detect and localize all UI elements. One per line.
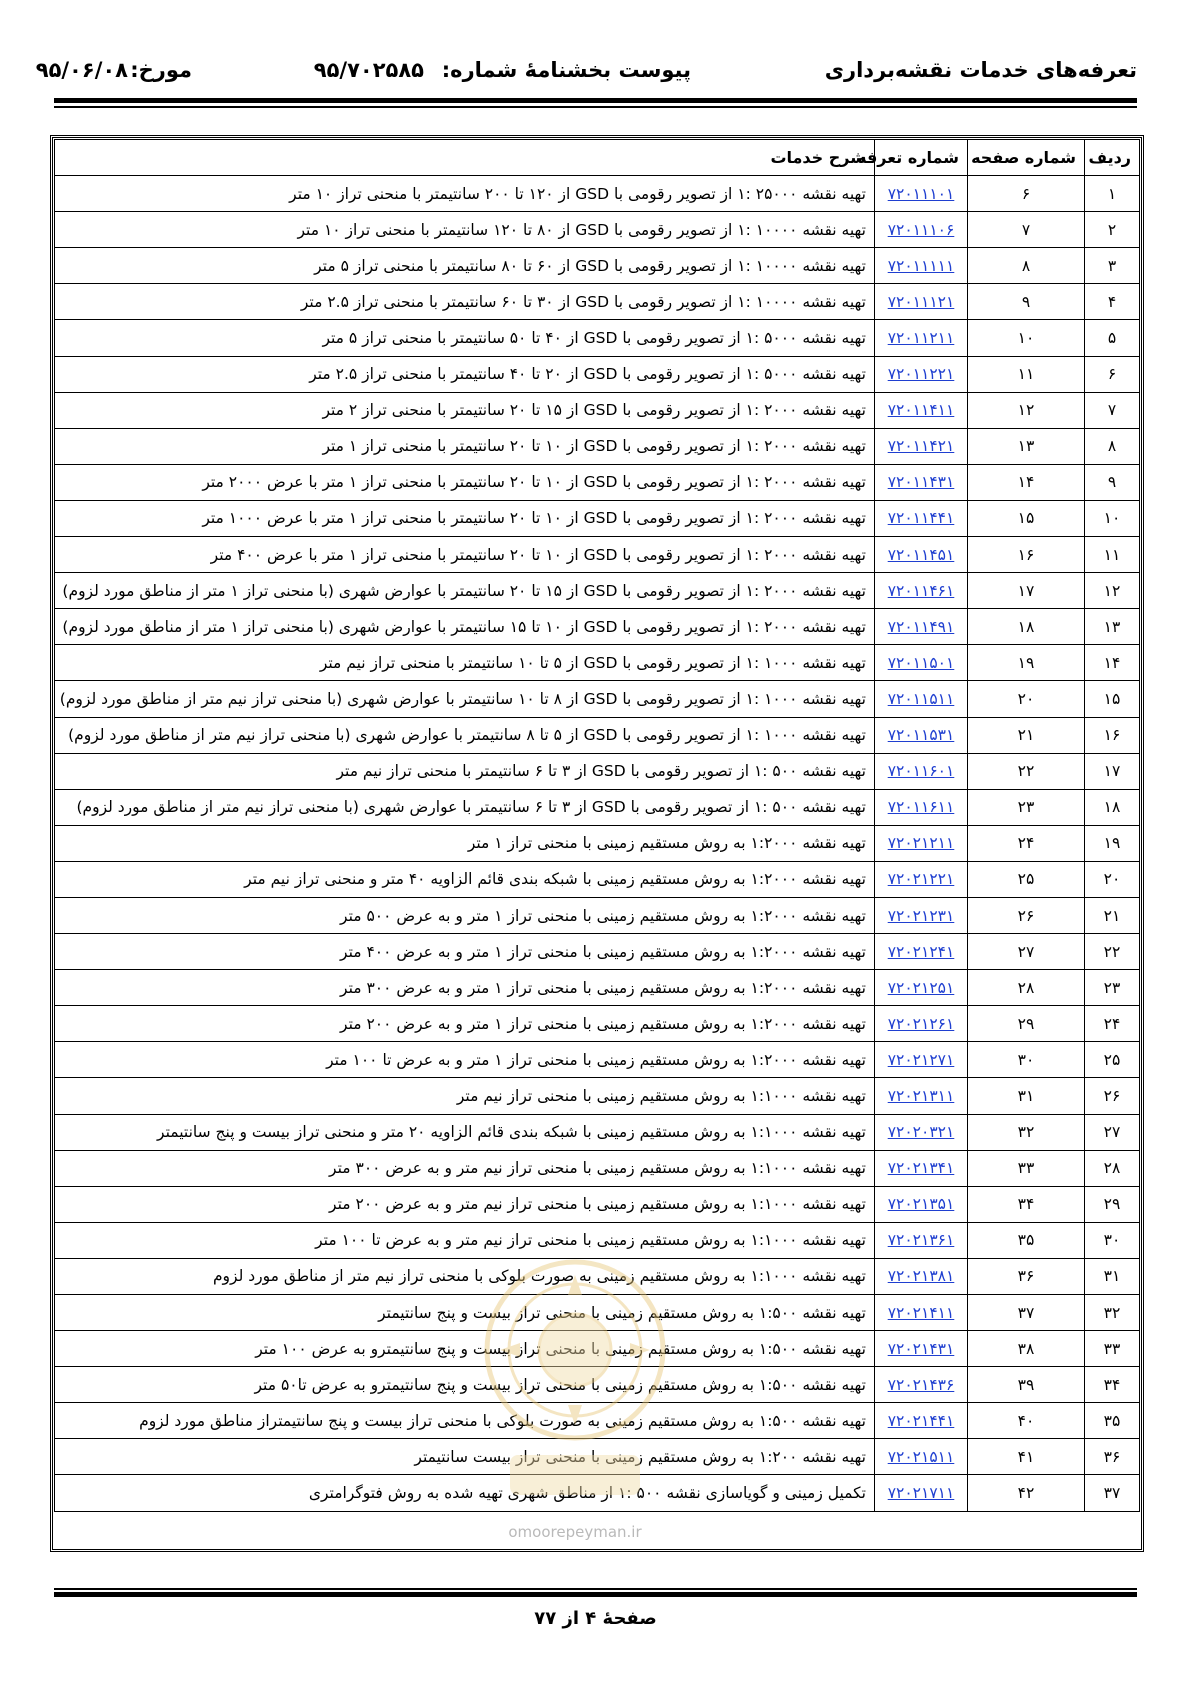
tariff-code-cell — [875, 934, 968, 970]
tariff-code-cell — [875, 1222, 968, 1258]
page-number-cell: ۳۲ — [968, 1114, 1085, 1150]
page-number-cell: ۲۱ — [968, 717, 1085, 753]
table-row — [55, 970, 1140, 1006]
row-number-cell: ۳۱ — [1085, 1258, 1140, 1294]
document-title: تعرفه‌های خدمات نقشه‌برداری — [824, 58, 1137, 82]
row-number-cell: ۲۱ — [1085, 897, 1140, 933]
tariff-code-link[interactable]: ۷۲۰۱۱۴۵۱ — [887, 545, 955, 564]
table-row — [55, 1186, 1140, 1222]
header-rule-thick — [54, 98, 1137, 103]
description-cell: تهیه نقشه ۱:۱۰۰۰ به روش مستقیم زمینی به صورت بلوکی با منحنی تراز نیم متر از مناطق مورد لزوم — [55, 1258, 875, 1294]
tariff-code-cell — [875, 1258, 968, 1294]
tariff-code-cell — [875, 537, 968, 573]
page-number-cell: ۳۰ — [968, 1042, 1085, 1078]
tariff-code-link[interactable]: ۷۲۰۲۱۲۱۱ — [887, 834, 955, 853]
description-cell: تهیه نقشه ۱:۲۰۰۰ به روش مستقیم زمینی با شبکه بندی قائم الزاویه ۴۰ متر و منحنی تراز نیم متر — [55, 861, 875, 897]
row-number-cell: ۳۶ — [1085, 1439, 1140, 1475]
column-header-description: شرح خدمات — [55, 140, 875, 176]
tariff-code-link[interactable]: ۷۲۰۲۱۴۳۱ — [887, 1339, 955, 1358]
row-number-cell: ۳۵ — [1085, 1403, 1140, 1439]
tariff-code-cell — [875, 573, 968, 609]
description-cell: تهیه نقشه ۱:۱۰۰۰ به روش مستقیم زمینی با شبکه بندی قائم الزاویه ۲۰ متر و منحنی تراز بیست و پنج سانتیمتر — [55, 1114, 875, 1150]
description-cell: تهیه نقشه ۵۰۰۰ :۱ از تصویر رقومی با GSD از ۲۰ تا ۴۰ سانتیمتر با منحنی تراز ۲.۵ متر — [55, 356, 875, 392]
table-row — [55, 934, 1140, 970]
table-row — [55, 1295, 1140, 1331]
description-cell: تهیه نقشه ۱:۱۰۰۰ به روش مستقیم زمینی با منحنی تراز نیم متر — [55, 1078, 875, 1114]
page-number-cell: ۴۰ — [968, 1403, 1085, 1439]
row-number-cell: ۱۰ — [1085, 500, 1140, 536]
column-header-tariff-code: شماره تعرفه — [875, 140, 968, 176]
tariff-code-cell — [875, 1367, 968, 1403]
tariff-code-link[interactable]: ۷۲۰۱۱۴۴۱ — [887, 509, 955, 528]
tariff-code-link[interactable]: ۷۲۰۱۱۱۰۶ — [887, 220, 955, 239]
description-cell: تهیه نقشه ۱:۵۰۰ به روش مستقیم زمینی با منحنی تراز بیست و پنج سانتیمتر — [55, 1295, 875, 1331]
tariff-code-cell — [875, 1078, 968, 1114]
table-row — [55, 284, 1140, 320]
description-cell: تهیه نقشه ۲۰۰۰ :۱ از تصویر رقومی با GSD از ۱۰ تا ۲۰ سانتیمتر با منحنی تراز ۱ متر — [55, 428, 875, 464]
row-number-cell: ۲۴ — [1085, 1006, 1140, 1042]
tariff-code-link[interactable]: ۷۲۰۲۱۳۴۱ — [887, 1159, 955, 1178]
column-header-row-number: ردیف — [1085, 140, 1140, 176]
header-rule-thin — [54, 106, 1137, 108]
description-cell: تهیه نقشه ۵۰۰ :۱ از تصویر رقومی با GSD از ۳ تا ۶ سانتیمتر با عوارض شهری (با منحنی تراز نیم متر از مناطق مورد لزوم) — [55, 789, 875, 825]
page-number-cell: ۱۷ — [968, 573, 1085, 609]
description-cell: تهیه نقشه ۲۵۰۰۰ :۱ از تصویر رقومی با GSD از ۱۲۰ تا ۲۰۰ سانتیمتر با منحنی تراز ۱۰ متر — [55, 176, 875, 212]
tariff-code-link[interactable]: ۷۲۰۱۱۱۲۱ — [887, 292, 955, 311]
tariff-code-link[interactable]: ۷۲۰۲۱۴۴۱ — [887, 1411, 955, 1430]
row-number-cell: ۱۳ — [1085, 609, 1140, 645]
row-number-cell: ۱۴ — [1085, 645, 1140, 681]
row-number-cell: ۳ — [1085, 248, 1140, 284]
page-number-cell: ۳۴ — [968, 1186, 1085, 1222]
page-number-cell: ۱۵ — [968, 500, 1085, 536]
description-cell: تهیه نقشه ۲۰۰۰ :۱ از تصویر رقومی با GSD از ۱۰ تا ۲۰ سانتیمتر با منحنی تراز ۱ متر با عرض ۱۰۰۰ متر — [55, 500, 875, 536]
tariff-code-cell — [875, 320, 968, 356]
tariff-code-cell — [875, 861, 968, 897]
tariff-code-link[interactable]: ۷۲۰۲۱۲۴۱ — [887, 942, 955, 961]
page-number-cell: ۴۱ — [968, 1439, 1085, 1475]
tariff-code-cell — [875, 1042, 968, 1078]
description-cell: تهیه نقشه ۲۰۰۰ :۱ از تصویر رقومی با GSD از ۱۰ تا ۲۰ سانتیمتر با منحنی تراز ۱ متر با عرض ۴۰۰ متر — [55, 537, 875, 573]
tariff-code-link[interactable]: ۷۲۰۱۱۴۲۱ — [887, 437, 955, 456]
tariff-code-link[interactable]: ۷۲۰۲۱۳۶۱ — [887, 1231, 955, 1250]
description-cell: تکمیل زمینی و گویاسازی نقشه ۵۰۰ :۱ از مناطق شهری تهیه شده به روش فتوگرامتری — [55, 1475, 875, 1511]
table-row — [55, 753, 1140, 789]
tariff-code-cell — [875, 681, 968, 717]
page-number-cell: ۲۵ — [968, 861, 1085, 897]
tariff-code-link[interactable]: ۷۲۰۲۱۲۲۱ — [887, 870, 955, 889]
table-row — [55, 1222, 1140, 1258]
page-number-cell: ۶ — [968, 176, 1085, 212]
tariff-code-cell — [875, 284, 968, 320]
tariff-code-link[interactable]: ۷۲۰۲۰۳۲۱ — [887, 1123, 955, 1142]
row-number-cell: ۱۲ — [1085, 573, 1140, 609]
page-number: صفحهٔ ۴ از ۷۷ — [534, 1608, 657, 1629]
table-row — [55, 392, 1140, 428]
description-cell: تهیه نقشه ۲۰۰۰ :۱ از تصویر رقومی با GSD از ۱۵ تا ۲۰ سانتیمتر با منحنی تراز ۲ متر — [55, 392, 875, 428]
row-number-cell: ۱۱ — [1085, 537, 1140, 573]
table-row — [55, 1006, 1140, 1042]
description-cell: تهیه نقشه ۲۰۰۰ :۱ از تصویر رقومی با GSD از ۱۵ تا ۲۰ سانتیمتر با عوارض شهری (با منحنی تراز ۱ متر از مناطق مورد لزوم) — [55, 573, 875, 609]
page-number-cell: ۱۰ — [968, 320, 1085, 356]
table-row — [55, 500, 1140, 536]
table-row — [55, 1078, 1140, 1114]
description-cell: تهیه نقشه ۱:۱۰۰۰ به روش مستقیم زمینی با منحنی تراز نیم متر و به عرض ۲۰۰ متر — [55, 1186, 875, 1222]
tariff-code-cell — [875, 428, 968, 464]
tariff-code-cell — [875, 645, 968, 681]
row-number-cell: ۲ — [1085, 212, 1140, 248]
table-row — [55, 212, 1140, 248]
row-number-cell: ۹ — [1085, 464, 1140, 500]
page-number-cell: ۲۷ — [968, 934, 1085, 970]
description-cell: تهیه نقشه ۱:۵۰۰ به روش مستقیم زمینی با منحنی تراز بیست و پنج سانتیمترو به عرض تا۵۰ متر — [55, 1367, 875, 1403]
tariff-code-cell — [875, 1295, 968, 1331]
page-number-cell: ۲۴ — [968, 825, 1085, 861]
table-row — [55, 1439, 1140, 1475]
tariff-code-cell — [875, 212, 968, 248]
page-number-cell: ۱۸ — [968, 609, 1085, 645]
description-cell: تهیه نقشه ۵۰۰۰ :۱ از تصویر رقومی با GSD از ۴۰ تا ۵۰ سانتیمتر با منحنی تراز ۵ متر — [55, 320, 875, 356]
description-cell: تهیه نقشه ۱:۲۰۰۰ به روش مستقیم زمینی با منحنی تراز ۱ متر و به عرض ۳۰۰ متر — [55, 970, 875, 1006]
table-row — [55, 248, 1140, 284]
tariff-code-link[interactable]: ۷۲۰۱۱۴۹۱ — [887, 617, 955, 636]
tariff-code-cell — [875, 1114, 968, 1150]
tariff-code-cell — [875, 356, 968, 392]
tariff-code-link[interactable]: ۷۲۰۱۱۱۰۱ — [887, 184, 955, 203]
description-cell: تهیه نقشه ۲۰۰۰ :۱ از تصویر رقومی با GSD از ۱۰ تا ۱۵ سانتیمتر با عوارض شهری (با منحنی تراز ۱ متر از مناطق مورد لزوم) — [55, 609, 875, 645]
table-row — [55, 1150, 1140, 1186]
table-row — [55, 573, 1140, 609]
table-row — [55, 428, 1140, 464]
description-cell: تهیه نقشه ۱:۱۰۰۰ به روش مستقیم زمینی با منحنی تراز نیم متر و به عرض ۳۰۰ متر — [55, 1150, 875, 1186]
column-header-page-number: شماره صفحه — [968, 140, 1085, 176]
row-number-cell: ۲۲ — [1085, 934, 1140, 970]
tariff-table — [54, 139, 1140, 1512]
tariff-code-cell — [875, 176, 968, 212]
table-row — [55, 645, 1140, 681]
page-number-cell: ۴۲ — [968, 1475, 1085, 1511]
page-number-cell: ۱۳ — [968, 428, 1085, 464]
tariff-code-cell — [875, 753, 968, 789]
description-cell: تهیه نقشه ۱:۲۰۰۰ به روش مستقیم زمینی با منحنی تراز ۱ متر و به عرض ۲۰۰ متر — [55, 1006, 875, 1042]
page-number-cell: ۹ — [968, 284, 1085, 320]
footer-rule-thick — [54, 1592, 1137, 1597]
description-cell: تهیه نقشه ۱:۵۰۰ به روش مستقیم زمینی با منحنی تراز بیست و پنج سانتیمترو به عرض ۱۰۰ متر — [55, 1331, 875, 1367]
table-row — [55, 825, 1140, 861]
table-row — [55, 1258, 1140, 1294]
tariff-code-link[interactable]: ۷۲۰۲۱۲۳۱ — [887, 906, 955, 925]
page-number-cell: ۷ — [968, 212, 1085, 248]
tariff-code-link[interactable]: ۷۲۰۱۱۶۰۱ — [887, 762, 955, 781]
table-row — [55, 176, 1140, 212]
page-header — [35, 58, 1137, 92]
table-row — [55, 789, 1140, 825]
tariff-code-link[interactable]: ۷۲۰۲۱۳۸۱ — [887, 1267, 955, 1286]
row-number-cell: ۱۵ — [1085, 681, 1140, 717]
description-cell: تهیه نقشه ۱۰۰۰۰ :۱ از تصویر رقومی با GSD از ۶۰ تا ۸۰ سانتیمتر با منحنی تراز ۵ متر — [55, 248, 875, 284]
description-cell: تهیه نقشه ۱:۲۰۰۰ به روش مستقیم زمینی با منحنی تراز ۱ متر — [55, 825, 875, 861]
row-number-cell: ۲۶ — [1085, 1078, 1140, 1114]
table-row — [55, 320, 1140, 356]
tariff-code-link[interactable]: ۷۲۰۲۱۵۱۱ — [887, 1447, 955, 1466]
row-number-cell: ۳۷ — [1085, 1475, 1140, 1511]
table-row — [55, 681, 1140, 717]
description-cell: تهیه نقشه ۱۰۰۰۰ :۱ از تصویر رقومی با GSD از ۳۰ تا ۶۰ سانتیمتر با منحنی تراز ۲.۵ متر — [55, 284, 875, 320]
page-number-cell: ۲۸ — [968, 970, 1085, 1006]
description-cell: تهیه نقشه ۱:۲۰۰۰ به روش مستقیم زمینی با منحنی تراز ۱ متر و به عرض ۵۰۰ متر — [55, 897, 875, 933]
row-number-cell: ۱۹ — [1085, 825, 1140, 861]
tariff-code-link[interactable]: ۷۲۰۲۱۲۶۱ — [887, 1014, 955, 1033]
tariff-code-link[interactable]: ۷۲۰۲۱۴۱۱ — [887, 1303, 955, 1322]
tariff-code-cell — [875, 392, 968, 428]
tariff-code-cell — [875, 1439, 968, 1475]
page-number-cell: ۱۹ — [968, 645, 1085, 681]
tariff-code-link[interactable]: ۷۲۰۱۱۵۳۱ — [887, 726, 955, 745]
page-number-cell: ۸ — [968, 248, 1085, 284]
tariff-code-link[interactable]: ۷۲۰۲۱۳۵۱ — [887, 1195, 955, 1214]
page-number-cell: ۲۲ — [968, 753, 1085, 789]
tariff-code-cell — [875, 248, 968, 284]
tariff-code-cell — [875, 825, 968, 861]
table-row — [55, 1114, 1140, 1150]
watermark-site: omoorepeyman.ir — [508, 1523, 642, 1541]
description-cell: تهیه نقشه ۱۰۰۰ :۱ از تصویر رقومی با GSD از ۵ تا ۸ سانتیمتر با عوارض شهری (با منحنی تراز نیم متر از مناطق مورد لزوم) — [55, 717, 875, 753]
row-number-cell: ۷ — [1085, 392, 1140, 428]
tariff-code-cell — [875, 1331, 968, 1367]
tariff-code-cell — [875, 1475, 968, 1511]
tariff-code-cell — [875, 500, 968, 536]
page-number-cell: ۱۴ — [968, 464, 1085, 500]
page-number-cell: ۱۱ — [968, 356, 1085, 392]
row-number-cell: ۲۹ — [1085, 1186, 1140, 1222]
row-number-cell: ۴ — [1085, 284, 1140, 320]
table-row — [55, 464, 1140, 500]
row-number-cell: ۲۳ — [1085, 970, 1140, 1006]
table-row — [55, 1475, 1140, 1511]
tariff-code-cell — [875, 789, 968, 825]
row-number-cell: ۵ — [1085, 320, 1140, 356]
tariff-code-link[interactable]: ۷۲۰۱۱۴۱۱ — [887, 401, 955, 420]
row-number-cell: ۳۳ — [1085, 1331, 1140, 1367]
tariff-code-link[interactable]: ۷۲۰۲۱۳۱۱ — [887, 1086, 955, 1105]
page-number-cell: ۱۶ — [968, 537, 1085, 573]
description-cell: تهیه نقشه ۱۰۰۰ :۱ از تصویر رقومی با GSD از ۵ تا ۱۰ سانتیمتر با منحنی تراز نیم متر — [55, 645, 875, 681]
page-number-cell: ۳۵ — [968, 1222, 1085, 1258]
row-number-cell: ۳۴ — [1085, 1367, 1140, 1403]
description-cell: تهیه نقشه ۱:۵۰۰ به روش مستقیم زمینی به صورت بلوکی با منحنی تراز بیست و پنج سانتیمتراز مناطق مورد لزوم — [55, 1403, 875, 1439]
page-number-cell: ۲۳ — [968, 789, 1085, 825]
tariff-code-link[interactable]: ۷۲۰۱۱۵۱۱ — [887, 689, 955, 708]
tariff-code-cell — [875, 1006, 968, 1042]
row-number-cell: ۶ — [1085, 356, 1140, 392]
tariff-code-cell — [875, 609, 968, 645]
tariff-code-link[interactable]: ۷۲۰۲۱۲۵۱ — [887, 978, 955, 997]
description-cell: تهیه نقشه ۱:۲۰۰۰ به روش مستقیم زمینی با منحنی تراز ۱ متر و به عرض تا ۱۰۰ متر — [55, 1042, 875, 1078]
row-number-cell: ۳۰ — [1085, 1222, 1140, 1258]
page-number-cell: ۲۰ — [968, 681, 1085, 717]
table-row — [55, 537, 1140, 573]
table-row — [55, 1042, 1140, 1078]
tariff-code-link[interactable]: ۷۲۰۱۱۲۱۱ — [887, 329, 955, 348]
tariff-code-link[interactable]: ۷۲۰۲۱۴۳۶ — [887, 1375, 955, 1394]
tariff-code-cell — [875, 1186, 968, 1222]
page-number-cell: ۲۹ — [968, 1006, 1085, 1042]
table-row — [55, 1403, 1140, 1439]
tariff-code-link[interactable]: ۷۲۰۱۱۴۶۱ — [887, 581, 955, 600]
tariff-code-link[interactable]: ۷۲۰۲۱۲۷۱ — [887, 1050, 955, 1069]
table-row — [55, 861, 1140, 897]
row-number-cell: ۱ — [1085, 176, 1140, 212]
annex-label: پیوست بخشنامهٔ شماره: — [441, 58, 691, 82]
row-number-cell: ۲۵ — [1085, 1042, 1140, 1078]
tariff-code-cell — [875, 897, 968, 933]
row-number-cell: ۸ — [1085, 428, 1140, 464]
table-row — [55, 717, 1140, 753]
tariff-code-cell — [875, 717, 968, 753]
description-cell: تهیه نقشه ۱۰۰۰۰ :۱ از تصویر رقومی با GSD از ۸۰ تا ۱۲۰ سانتیمتر با منحنی تراز ۱۰ متر — [55, 212, 875, 248]
tariff-code-link[interactable]: ۷۲۰۱۱۲۲۱ — [887, 365, 955, 384]
table-row — [55, 1331, 1140, 1367]
description-cell: تهیه نقشه ۲۰۰۰ :۱ از تصویر رقومی با GSD از ۱۰ تا ۲۰ سانتیمتر با منحنی تراز ۱ متر با عرض ۲۰۰۰ متر — [55, 464, 875, 500]
description-cell: تهیه نقشه ۱:۲۰۰ به روش مستقیم زمینی با منحنی تراز بیست سانتیمتر — [55, 1439, 875, 1475]
page-number-cell: ۳۳ — [968, 1150, 1085, 1186]
page-number-cell: ۳۶ — [968, 1258, 1085, 1294]
footer-rule-thin — [54, 1588, 1137, 1590]
description-cell: تهیه نقشه ۱:۱۰۰۰ به روش مستقیم زمینی با منحنی تراز نیم متر و به عرض تا ۱۰۰ متر — [55, 1222, 875, 1258]
page-number-cell: ۳۸ — [968, 1331, 1085, 1367]
table-row — [55, 1367, 1140, 1403]
row-number-cell: ۳۲ — [1085, 1295, 1140, 1331]
page-number-cell: ۳۹ — [968, 1367, 1085, 1403]
table-row — [55, 897, 1140, 933]
description-cell: تهیه نقشه ۱۰۰۰ :۱ از تصویر رقومی با GSD از ۸ تا ۱۰ سانتیمتر با عوارض شهری (با منحنی تراز نیم متر از مناطق مورد لزوم) — [55, 681, 875, 717]
table-body — [55, 176, 1140, 1511]
tariff-code-link[interactable]: ۷۲۰۱۱۶۱۱ — [887, 798, 955, 817]
tariff-code-link[interactable]: ۷۲۰۱۱۴۳۱ — [887, 473, 955, 492]
row-number-cell: ۲۸ — [1085, 1150, 1140, 1186]
circular-date: ۹۵/۰۶/۰۸ — [35, 58, 128, 82]
tariff-code-link[interactable]: ۷۲۰۱۱۵۰۱ — [887, 653, 955, 672]
tariff-code-cell — [875, 464, 968, 500]
tariff-code-cell — [875, 1150, 968, 1186]
date-label: مورخ: — [130, 58, 192, 82]
row-number-cell: ۱۶ — [1085, 717, 1140, 753]
row-number-cell: ۱۸ — [1085, 789, 1140, 825]
table-header-row — [55, 140, 1140, 176]
description-cell: تهیه نقشه ۱:۲۰۰۰ به روش مستقیم زمینی با منحنی تراز ۱ متر و به عرض ۴۰۰ متر — [55, 934, 875, 970]
tariff-code-link[interactable]: ۷۲۰۱۱۱۱۱ — [887, 256, 955, 275]
circular-number: ۹۵/۷۰۲۵۸۵ — [313, 58, 424, 82]
page-number-cell: ۳۷ — [968, 1295, 1085, 1331]
row-number-cell: ۱۷ — [1085, 753, 1140, 789]
tariff-code-cell — [875, 1403, 968, 1439]
description-cell: تهیه نقشه ۵۰۰ :۱ از تصویر رقومی با GSD از ۳ تا ۶ سانتیمتر با منحنی تراز نیم متر — [55, 753, 875, 789]
row-number-cell: ۲۷ — [1085, 1114, 1140, 1150]
page-number-cell: ۱۲ — [968, 392, 1085, 428]
row-number-cell: ۲۰ — [1085, 861, 1140, 897]
table-row — [55, 356, 1140, 392]
page-number-cell: ۳۱ — [968, 1078, 1085, 1114]
tariff-code-link[interactable]: ۷۲۰۲۱۷۱۱ — [887, 1484, 955, 1503]
table-row — [55, 609, 1140, 645]
page-number-cell: ۲۶ — [968, 897, 1085, 933]
tariff-code-cell — [875, 970, 968, 1006]
